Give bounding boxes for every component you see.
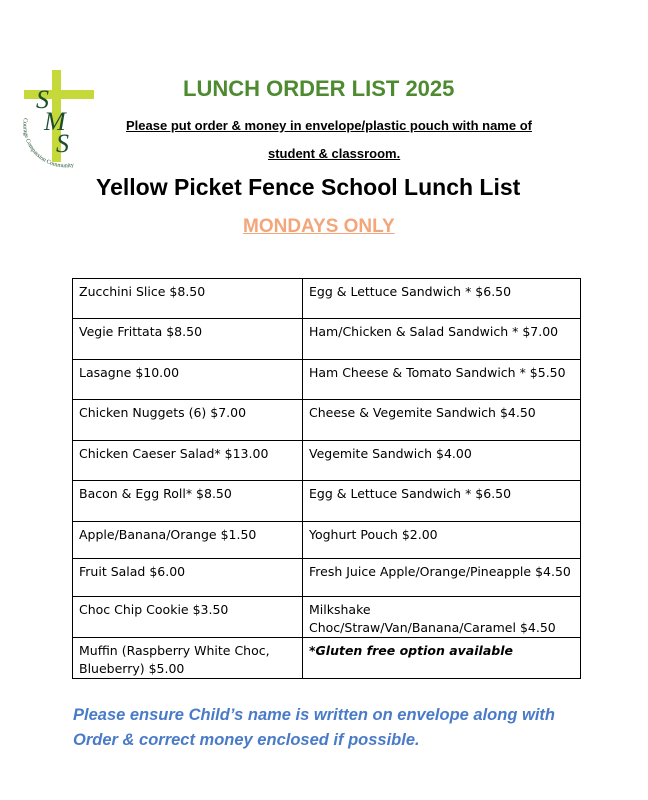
menu-item: Chicken Nuggets (6) $7.00 xyxy=(73,400,303,441)
menu-item: Apple/Banana/Orange $1.50 xyxy=(73,522,303,559)
table-row xyxy=(73,481,581,522)
gluten-free-note: *Gluten free option available xyxy=(303,638,581,679)
table-row xyxy=(73,597,581,638)
instruction-line-2: student & classroom. xyxy=(268,146,401,161)
menu-table xyxy=(72,278,581,679)
subtitle: Yellow Picket Fence School Lunch List xyxy=(96,174,521,200)
svg-text:S: S xyxy=(56,129,69,158)
menu-item: Ham/Chicken & Salad Sandwich * $7.00 xyxy=(303,319,581,360)
menu-item: Vegemite Sandwich $4.00 xyxy=(303,441,581,481)
table-row xyxy=(73,522,581,559)
menu-item: Zucchini Slice $8.50 xyxy=(73,279,303,319)
menu-item: Choc Chip Cookie $3.50 xyxy=(73,597,303,638)
menu-item: Yoghurt Pouch $2.00 xyxy=(303,522,581,559)
menu-item: Bacon & Egg Roll* $8.50 xyxy=(73,481,303,522)
menu-item: Milkshake Choc/Straw/Van/Banana/Caramel $4.50 xyxy=(303,597,581,638)
instruction-line-1: Please put order & money in envelope/plastic pouch with name of xyxy=(126,118,532,133)
menu-item: Egg & Lettuce Sandwich * $6.50 xyxy=(303,481,581,522)
footer-note: Please ensure Child’s name is written on envelope along with Order & correct money enclosed if possible. xyxy=(73,706,555,749)
table-row xyxy=(73,400,581,441)
school-logo xyxy=(14,68,112,168)
svg-text:M: M xyxy=(44,107,66,136)
table-row xyxy=(73,638,581,679)
menu-item: Egg & Lettuce Sandwich * $6.50 xyxy=(303,279,581,319)
logo-motto: Courage Compassion Community xyxy=(21,117,75,168)
table-row xyxy=(73,559,581,597)
table-row xyxy=(73,279,581,319)
menu-item: Vegie Frittata $8.50 xyxy=(73,319,303,360)
menu-item: Lasagne $10.00 xyxy=(73,360,303,400)
table-row xyxy=(73,319,581,360)
days-note: MONDAYS ONLY xyxy=(243,216,395,237)
page-title: LUNCH ORDER LIST 2025 xyxy=(183,76,455,101)
menu-item: Chicken Caeser Salad* $13.00 xyxy=(73,441,303,481)
table-row xyxy=(73,360,581,400)
table-row xyxy=(73,441,581,481)
menu-item: Muffin (Raspberry White Choc, Blueberry) $5.00 xyxy=(73,638,303,679)
menu-item: Cheese & Vegemite Sandwich $4.50 xyxy=(303,400,581,441)
menu-item: Ham Cheese & Tomato Sandwich * $5.50 xyxy=(303,360,581,400)
menu-item: Fresh Juice Apple/Orange/Pineapple $4.50 xyxy=(303,559,581,597)
svg-text:S: S xyxy=(36,85,49,114)
menu-item: Fruit Salad $6.00 xyxy=(73,559,303,597)
